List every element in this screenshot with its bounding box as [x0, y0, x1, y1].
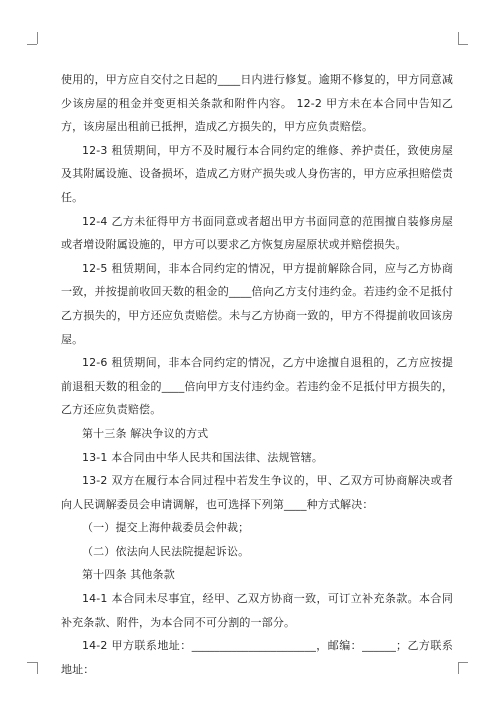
article-13-heading: 第十三条 解决争议的方式: [82, 426, 209, 440]
document-body: [61, 68, 453, 681]
paragraph-14-2: 14-2 甲方联系地址：______________________，邮编：______；乙方联系地址：: [61, 639, 453, 676]
option-1-arbitration: （一）提交上海仲裁委员会仲裁；: [82, 521, 250, 535]
paragraph-12-5: 12-5 租赁期间，非本合同约定的情况，甲方提前解除合同，应与乙方协商一致，并按提前收回天数的租金的____倍向乙方支付违约金。若违约金不足抵付乙方损失的，甲方还应负责赔偿。未与乙方协商一致的，甲方不得提前收回该房屋。: [61, 261, 453, 346]
paragraph-12-3: 12-3 租赁期间，甲方不及时履行本合同约定的维修、养护责任，致使房屋及其附属设施、设备损坏，造成乙方财产损失或人身伤害的，甲方应承担赔偿责任。: [61, 143, 453, 204]
paragraph-13-1: 13-1 本合同由中华人民共和国法律、法规管辖。: [82, 450, 324, 464]
paragraph-12-1-continued: 使用的，甲方应自交付之日起的____日内进行修复。逾期不修复的，甲方同意减少该房屋的租金并变更相关条款和附件内容。 12-2 甲方未在本合同中告知乙方，该房屋出租前已抵押，造成乙方损失的，甲方应负责赔偿。: [61, 73, 453, 134]
paragraph-12-4: 12-4 乙方未征得甲方书面同意或者超出甲方书面同意的范围擅自装修房屋或者增设附属设施的，甲方可以要求乙方恢复房屋原状或并赔偿损失。: [61, 214, 453, 252]
paragraph-13-2: 13-2 双方在履行本合同过程中若发生争议的，甲、乙双方可协商解决或者向人民调解委员会申请调解，也可选择下列第____种方式解决：: [61, 474, 453, 511]
article-14-heading: 第十四条 其他条款: [82, 568, 175, 582]
option-2-litigation: （二）依法向人民法院提起诉讼。: [82, 544, 250, 558]
paragraph-12-6: 12-6 租赁期间，非本合同约定的情况，乙方中途擅自退租的，乙方应按提前退租天数的租金的____倍向甲方支付违约金。若违约金不足抵付甲方损失的，乙方还应负责赔偿。: [61, 356, 453, 417]
paragraph-14-1: 14-1 本合同未尽事宜，经甲、乙双方协商一致，可订立补充条款。本合同补充条款、附件，为本合同不可分割的一部分。: [61, 592, 453, 629]
